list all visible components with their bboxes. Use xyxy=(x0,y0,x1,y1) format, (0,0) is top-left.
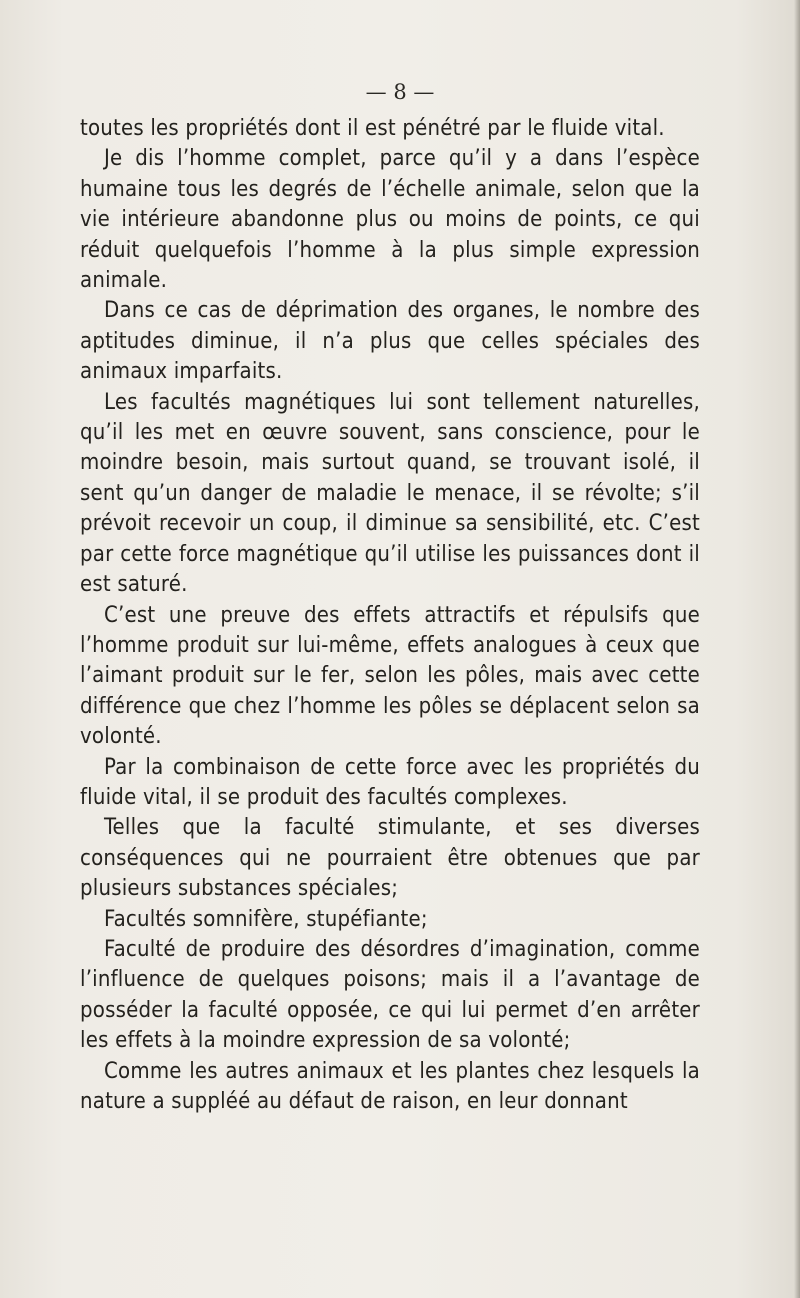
paragraph-9: Faculté de produire des désordres d’imagination, comme l’influence de quelques poisons; mais il a l’avantage de posséder la faculté opposée, ce qui lui permet d’en arrêter les effets à la moindre expression de sa volonté; xyxy=(80,936,700,1054)
paragraph-7: Telles que la faculté stimulante, et ses diverses conséquences qui ne pourraient être obtenues que par plusieurs substances spéciales; xyxy=(80,815,700,902)
page-edge-shadow xyxy=(794,0,800,1298)
paragraph-6: Par la combinaison de cette force avec les propriétés du fluide vital, il se produit des facultés complexes. xyxy=(80,754,700,810)
paragraph-1: toutes les propriétés dont il est pénétré par le fluide vital. xyxy=(80,116,665,141)
paragraph-5: C’est une preuve des effets attractifs et répulsifs que l’homme produit sur lui-même, effets analogues à ceux que l’aimant produit sur le fer, selon les pôles, mais avec cette différence que chez l’homme les pôles se déplacent selon sa volonté. xyxy=(80,602,700,750)
paragraph-3: Dans ce cas de déprimation des organes, le nombre des aptitudes diminue, il n’a plus que celles spéciales des animaux imparfaits. xyxy=(80,298,700,385)
paragraph-4: Les facultés magnétiques lui sont tellement naturelles, qu’il les met en œuvre souvent, sans conscience, pour le moindre besoin, mais surtout quand, se trouvant isolé, il sent qu’un danger de maladie le menace, il se révolte; s’il prévoit recevoir un coup, il diminue sa sensibilité, etc. C’est par cette force magnétique qu’il utilise les puissances dont il est saturé. xyxy=(80,389,700,598)
page-number: — 8 — xyxy=(365,80,435,104)
paragraph-2: Je dis l’homme complet, parce qu’il y a dans l’espèce humaine tous les degrés de l’échelle animale, selon que la vie intérieure abandonne plus ou moins de points, ce qui réduit quelquefois l’homme à la plus simple expression animale. xyxy=(80,146,700,294)
paragraph-10: Comme les autres animaux et les plantes chez lesquels la nature a suppléé au défaut de raison, en leur donnant xyxy=(80,1058,700,1114)
paragraph-8: Facultés somnifère, stupéfiante; xyxy=(104,906,428,932)
body-text xyxy=(80,114,700,1117)
